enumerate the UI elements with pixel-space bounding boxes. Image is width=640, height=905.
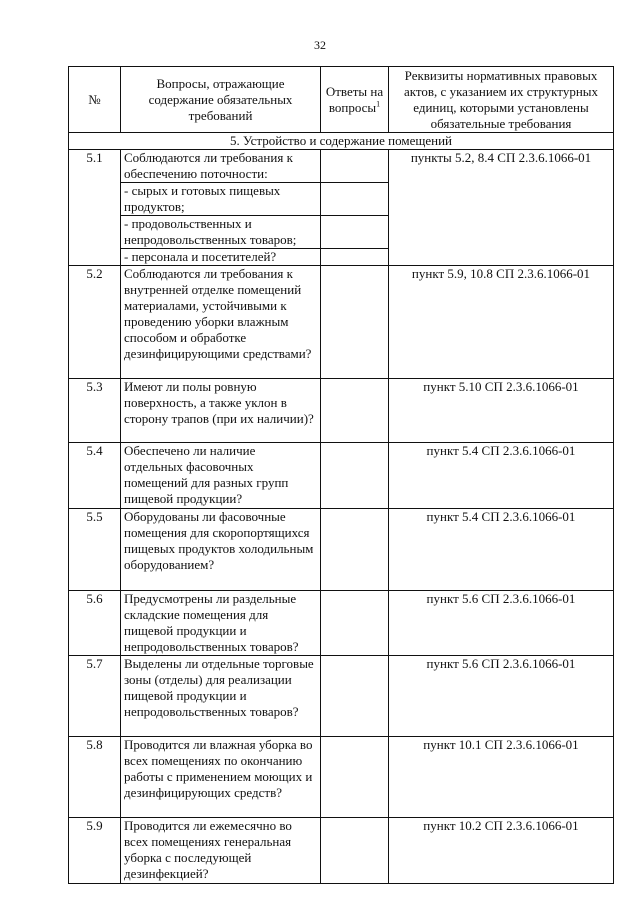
answer-cell[interactable] — [321, 216, 389, 249]
table-row — [69, 379, 614, 443]
answer-cell[interactable] — [321, 443, 389, 509]
row-number: 5.2 — [69, 266, 121, 379]
answer-cell[interactable] — [321, 379, 389, 443]
row-reference: пункт 5.6 СП 2.3.6.1066-01 — [389, 591, 614, 656]
table-row — [69, 591, 614, 656]
row-number: 5.4 — [69, 443, 121, 509]
table-row — [69, 266, 614, 379]
table-row — [69, 150, 614, 183]
header-answers — [321, 67, 389, 133]
answer-cell[interactable] — [321, 150, 389, 183]
section-title: 5. Устройство и содержание помещений — [69, 133, 614, 150]
row-question: Соблюдаются ли требования к внутренней отделке помещений материалами, устойчивыми к проведению уборки влажным способом и обработке дезинфицирующими средствами? — [121, 266, 321, 379]
row-number: 5.7 — [69, 656, 121, 737]
row-question: Проводится ли влажная уборка во всех помещениях по окончанию работы с применением моющих и дезинфицирующих средств? — [121, 737, 321, 818]
row-reference: пункты 5.2, 8.4 СП 2.3.6.1066-01 — [389, 150, 614, 266]
answer-cell[interactable] — [321, 656, 389, 737]
row-subitem: - персонала и посетителей? — [121, 249, 321, 266]
answer-cell[interactable] — [321, 249, 389, 266]
answer-cell[interactable] — [321, 737, 389, 818]
row-number: 5.1 — [69, 150, 121, 266]
row-reference: пункт 5.4 СП 2.3.6.1066-01 — [389, 509, 614, 591]
footnote-marker: 1 — [376, 99, 381, 109]
row-number: 5.9 — [69, 818, 121, 884]
row-reference: пункт 10.2 СП 2.3.6.1066-01 — [389, 818, 614, 884]
answer-cell[interactable] — [321, 266, 389, 379]
row-reference: пункт 10.1 СП 2.3.6.1066-01 — [389, 737, 614, 818]
answer-cell[interactable] — [321, 818, 389, 884]
row-question: Выделены ли отдельные торговые зоны (отделы) для реализации пищевой продукции и непродовольственных товаров? — [121, 656, 321, 737]
row-reference: пункт 5.4 СП 2.3.6.1066-01 — [389, 443, 614, 509]
row-reference: пункт 5.9, 10.8 СП 2.3.6.1066-01 — [389, 266, 614, 379]
header-questions: Вопросы, отражающие содержание обязательных требований — [121, 67, 321, 133]
header-requisites: Реквизиты нормативных правовых актов, с указанием их структурных единиц, которыми установлены обязательные требования — [389, 67, 614, 133]
answer-cell[interactable] — [321, 509, 389, 591]
row-number: 5.5 — [69, 509, 121, 591]
row-number: 5.6 — [69, 591, 121, 656]
table-row — [69, 443, 614, 509]
table-row — [69, 737, 614, 818]
row-question: Обеспечено ли наличие отдельных фасовочных помещений для разных групп пищевой продукции? — [121, 443, 321, 509]
requirements-table — [68, 66, 614, 884]
row-number: 5.8 — [69, 737, 121, 818]
row-question: Оборудованы ли фасовочные помещения для скоропортящихся пищевых продуктов холодильным оборудованием? — [121, 509, 321, 591]
row-question: Имеют ли полы ровную поверхность, а также уклон в сторону трапов (при их наличии)? — [121, 379, 321, 443]
header-number: № — [69, 67, 121, 133]
row-question: Соблюдаются ли требования к обеспечению поточности: — [121, 150, 321, 183]
row-subitem: - продовольственных и непродовольственных товаров; — [121, 216, 321, 249]
table-row — [69, 509, 614, 591]
row-question: Проводится ли ежемесячно во всех помещениях генеральная уборка с последующей дезинфекцией? — [121, 818, 321, 884]
header-answers-text: Ответы на вопросы — [325, 83, 384, 115]
table-row — [69, 656, 614, 737]
table-row — [69, 818, 614, 884]
row-question: Предусмотрены ли раздельные складские помещения для пищевой продукции и непродовольственных товаров? — [121, 591, 321, 656]
answer-cell[interactable] — [321, 591, 389, 656]
page-number: 32 — [314, 38, 326, 52]
row-reference: пункт 5.10 СП 2.3.6.1066-01 — [389, 379, 614, 443]
row-subitem: - сырых и готовых пищевых продуктов; — [121, 183, 321, 216]
row-number: 5.3 — [69, 379, 121, 443]
answer-cell[interactable] — [321, 183, 389, 216]
row-reference: пункт 5.6 СП 2.3.6.1066-01 — [389, 656, 614, 737]
